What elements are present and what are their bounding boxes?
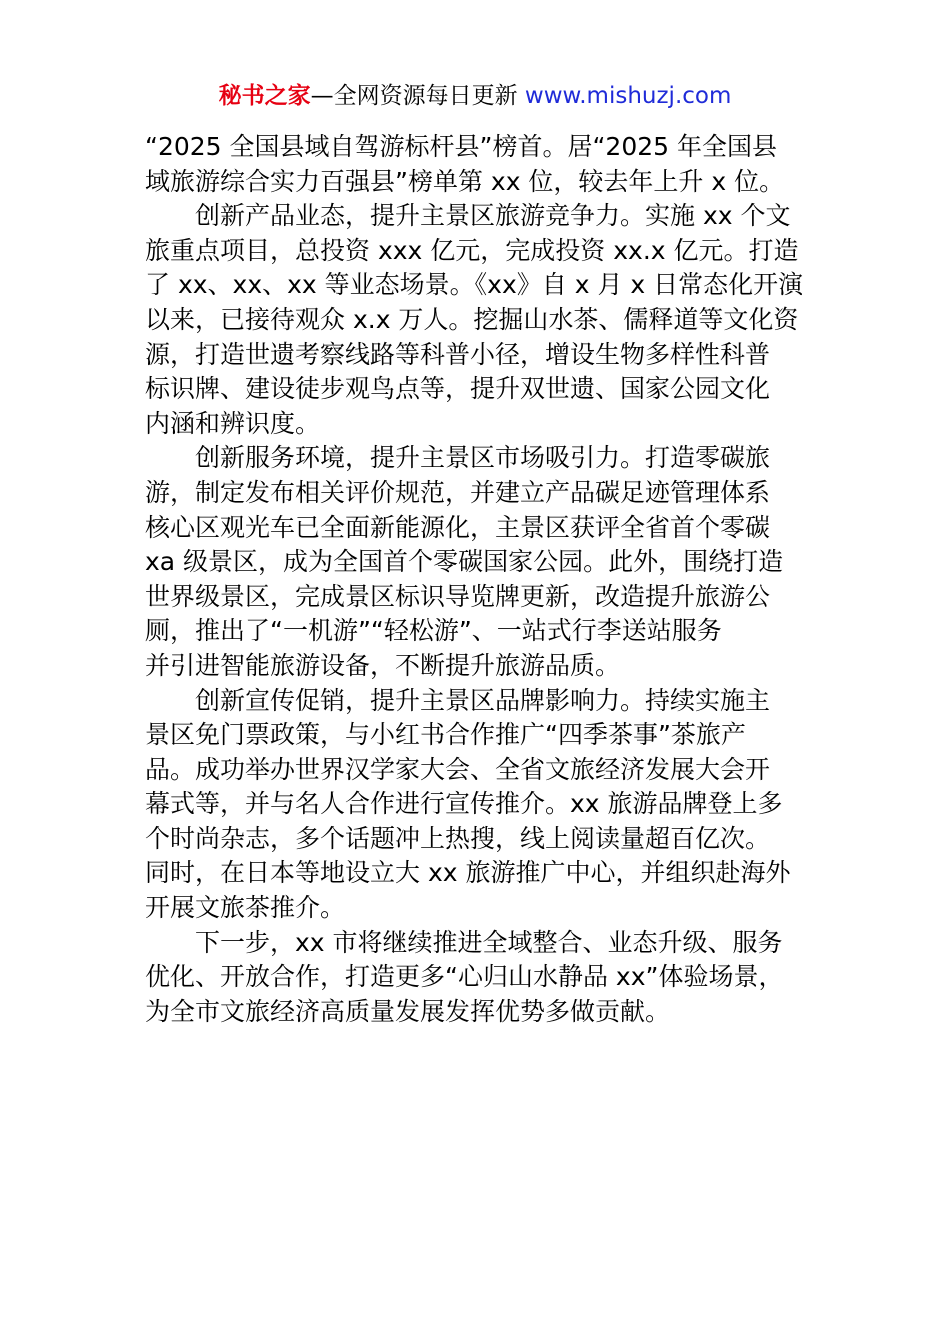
- text-line: 游，制定发布相关评价规范，并建立产品碳足迹管理体系: [145, 477, 771, 507]
- paragraph-next-steps: [145, 926, 807, 1030]
- site-header: [0, 78, 950, 114]
- text-line: 创新宣传促销，提升主景区品牌影响力。持续实施主: [195, 685, 771, 715]
- text-line: 创新产品业态，提升主景区旅游竞争力。实施 xx 个文: [195, 201, 791, 231]
- text-line: 源，打造世遗考察线路等科普小径，增设生物多样性科普: [145, 339, 771, 369]
- text-line: 以来，已接待观众 x.x 万人。挖掘山水茶、儒释道等文化资: [145, 304, 799, 334]
- text-line: 世界级景区，完成景区标识导览牌更新，改造提升旅游公: [145, 581, 771, 611]
- paragraph-product-innovation: [145, 199, 807, 441]
- text-line: 同时，在日本等地设立大 xx 旅游推广中心，并组织赴海外: [145, 858, 791, 888]
- text-line: 核心区观光车已全面新能源化，主景区获评全省首个零碳: [145, 512, 771, 542]
- text-line: 创新服务环境，提升主景区市场吸引力。打造零碳旅: [195, 443, 771, 473]
- text-line: 为全市文旅经济高质量发展发挥优势多做贡献。: [145, 996, 671, 1026]
- paragraph-service-environment: [145, 441, 807, 683]
- text-line: “2025 全国县域自驾游标杆县”榜首。居“2025 年全国县: [145, 132, 777, 161]
- text-line: 个时尚杂志，多个话题冲上热搜，线上阅读量超百亿次。: [145, 823, 771, 853]
- paragraph-promotion: [145, 684, 807, 926]
- text-line: 开展文旅茶推介。: [145, 893, 346, 923]
- site-url-link[interactable]: www.mishuzj.com: [524, 83, 732, 109]
- text-line: 下一步，xx 市将继续推进全域整合、业态升级、服务: [195, 927, 783, 957]
- paragraph-continuation: [145, 130, 807, 199]
- text-line: 标识牌、建设徒步观鸟点等，提升双世遗、国家公园文化: [145, 374, 771, 404]
- text-line: 优化、开放合作，打造更多“心归山水静品 xx”体验场景，: [145, 962, 784, 992]
- text-line: 品。成功举办世界汉学家大会、全省文旅经济发展大会开: [145, 754, 771, 784]
- text-line: xa 级景区，成为全国首个零碳国家公园。此外，围绕打造: [145, 547, 784, 577]
- text-line: 内涵和辨识度。: [145, 408, 321, 438]
- text-line: 并引进智能旅游设备，不断提升旅游品质。: [145, 650, 621, 680]
- text-line: 幕式等，并与名人合作进行宣传推介。xx 旅游品牌登上多: [145, 789, 783, 819]
- text-line: 了 xx、xx、xx 等业态场景。《xx》自 x 月 x 日常态化开演: [145, 270, 804, 300]
- header-tagline: —全网资源每日更新: [310, 83, 518, 109]
- text-line: 厕，推出了“一机游”“轻松游”、一站式行李送站服务: [145, 616, 722, 646]
- document-body: [145, 130, 807, 1029]
- text-line: 域旅游综合实力百强县”榜单第 xx 位，较去年上升 x 位。: [145, 166, 785, 196]
- brand-name: 秘书之家: [218, 83, 311, 109]
- text-line: 旅重点项目，总投资 xxx 亿元，完成投资 xx.x 亿元。打造: [145, 235, 799, 265]
- text-line: 景区免门票政策，与小红书合作推广“四季茶事”茶旅产: [145, 720, 746, 750]
